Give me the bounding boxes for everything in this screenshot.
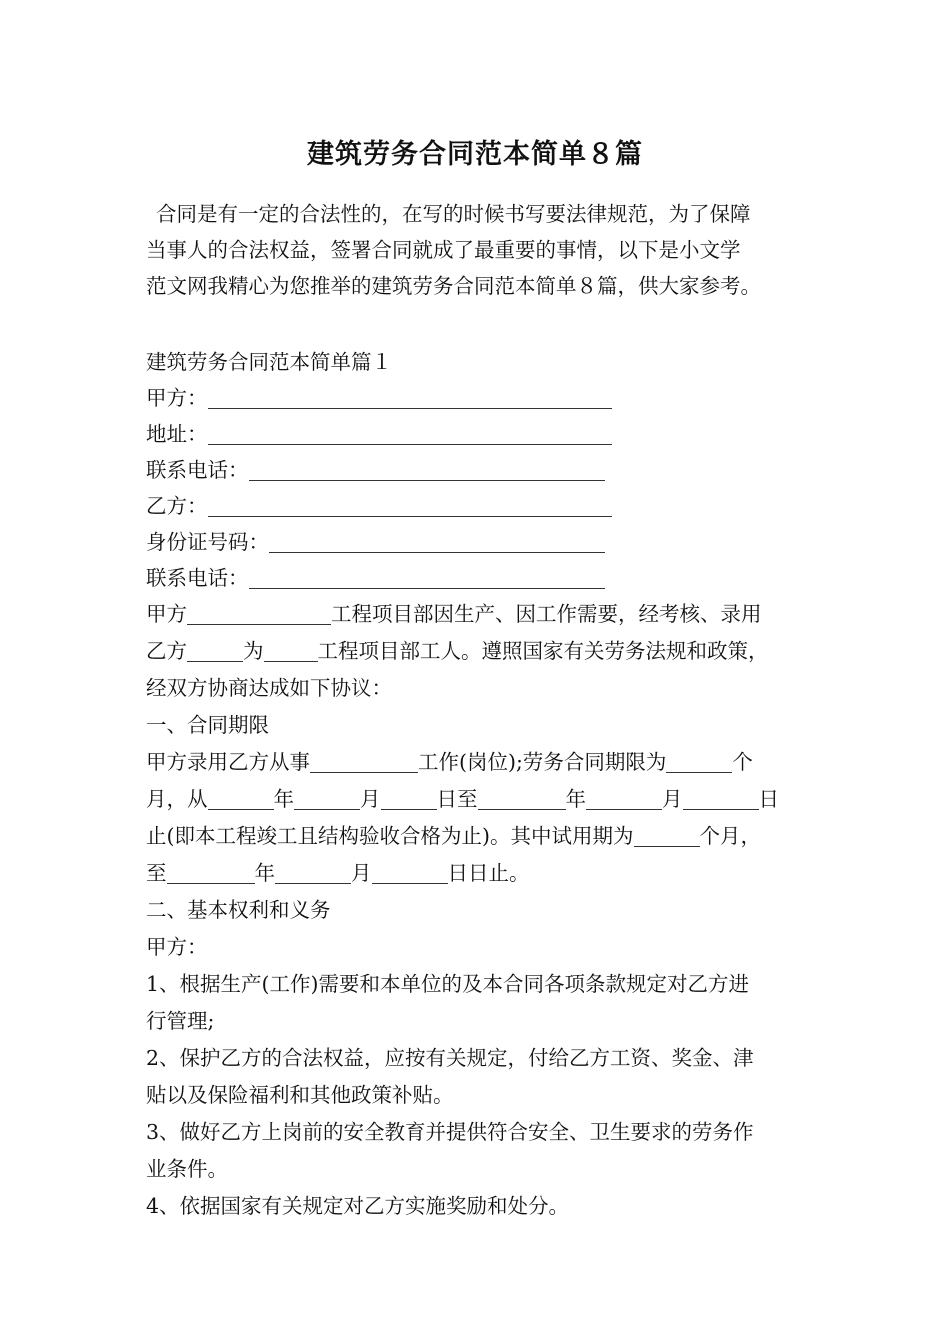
field-label: 联系电话： <box>146 566 249 590</box>
fill-in-line <box>249 456 605 481</box>
blank-line <box>666 750 732 773</box>
text-span: 月 <box>662 787 683 811</box>
form-field-phone <box>146 452 826 488</box>
clause-heading: 一、合同期限 <box>146 713 269 737</box>
text-span: 月 <box>360 787 381 811</box>
text-span: 日 <box>758 787 779 811</box>
blank-line <box>586 787 662 810</box>
text-span: 月，从 <box>146 787 208 811</box>
list-item-line: 业条件。 <box>146 1157 228 1181</box>
blank-line <box>275 861 351 884</box>
text-span: 工作(岗位);劳务合同期限为 <box>418 750 667 774</box>
party-label: 甲方： <box>146 935 208 959</box>
form-field-id-number <box>146 524 826 560</box>
form-field-party-a <box>146 380 826 416</box>
paragraph-line <box>146 596 826 633</box>
text-span: 日日止。 <box>447 861 530 885</box>
fill-in-line <box>208 420 612 445</box>
text-span: 日至 <box>436 787 478 811</box>
blank-line <box>264 639 318 662</box>
field-label: 地址： <box>146 422 208 446</box>
list-item-line: 1、根据生产(工作)需要和本单位的及本合同各项条款规定对乙方进 <box>146 972 750 996</box>
text-span: 工程项目部工人。遵照国家有关劳务法规和政策， <box>317 639 769 663</box>
paragraph-line <box>146 744 826 781</box>
clause-heading: 二、基本权利和义务 <box>146 898 331 922</box>
form-field-phone-b <box>146 560 826 596</box>
text-span: 为 <box>243 639 264 663</box>
blank-line <box>478 787 566 810</box>
blank-line <box>208 787 274 810</box>
list-item-line: 2、保护乙方的合法权益，应按有关规定，付给乙方工资、奖金、津 <box>146 1046 754 1070</box>
text-span: 止(即本工程竣工且结构验收合格为止)。其中试用期为 <box>146 824 634 848</box>
text-span: 甲方录用乙方从事 <box>146 750 310 774</box>
blank-line <box>310 750 418 773</box>
list-item-line: 贴以及保险福利和其他政策补贴。 <box>146 1083 454 1107</box>
list-item-line: 行管理; <box>146 1009 215 1033</box>
document-title: 建筑劳务合同范本简单８篇 <box>307 139 643 170</box>
blank-line <box>381 787 437 810</box>
text-span: 月 <box>351 861 372 885</box>
text-span: 乙方 <box>146 639 187 663</box>
contract-body <box>146 344 826 1225</box>
blank-line <box>372 861 448 884</box>
text-span: 年 <box>273 787 294 811</box>
paragraph-line <box>146 855 826 892</box>
fill-in-line <box>208 384 612 409</box>
text-span: 年 <box>254 861 275 885</box>
field-label: 甲方： <box>146 386 208 410</box>
blank-line <box>167 861 255 884</box>
text-span: 个月， <box>699 824 761 848</box>
paragraph-line <box>146 781 826 818</box>
field-label: 乙方： <box>146 494 208 518</box>
blank-line <box>634 824 700 847</box>
blank-line <box>683 787 759 810</box>
field-label: 联系电话： <box>146 458 249 482</box>
section-heading: 建筑劳务合同范本简单篇１ <box>146 350 392 374</box>
list-item-line: 4、依据国家有关规定对乙方实施奖励和处分。 <box>146 1194 570 1218</box>
intro-line: 当事人的合法权益，签署合同就成了最重要的事情，以下是小文学 <box>146 238 741 262</box>
fill-in-line <box>249 564 605 589</box>
text-span: 年 <box>565 787 586 811</box>
blank-line <box>187 602 331 625</box>
paragraph-line <box>146 633 826 670</box>
text-span: 个 <box>732 750 753 774</box>
text-span: 工程项目部因生产、因工作需要，经考核、录用 <box>331 602 762 626</box>
form-field-party-b <box>146 488 826 524</box>
paragraph-line: 经双方协商达成如下协议： <box>146 676 392 700</box>
text-span: 甲方 <box>146 602 187 626</box>
fill-in-line <box>208 492 612 517</box>
field-label: 身份证号码： <box>146 530 269 554</box>
blank-line <box>187 639 243 662</box>
form-field-address <box>146 416 826 452</box>
intro-paragraph <box>146 196 816 304</box>
paragraph-line <box>146 818 826 855</box>
intro-line: 合同是有一定的合法性的，在写的时候书写要法律规范，为了保障 <box>156 202 751 226</box>
blank-line <box>294 787 360 810</box>
text-span: 至 <box>146 861 167 885</box>
fill-in-line <box>269 528 605 553</box>
intro-line: 范文网我精心为您推举的建筑劳务合同范本简单８篇，供大家参考。 <box>146 274 761 298</box>
list-item-line: 3、做好乙方上岗前的安全教育并提供符合安全、卫生要求的劳务作 <box>146 1120 754 1144</box>
